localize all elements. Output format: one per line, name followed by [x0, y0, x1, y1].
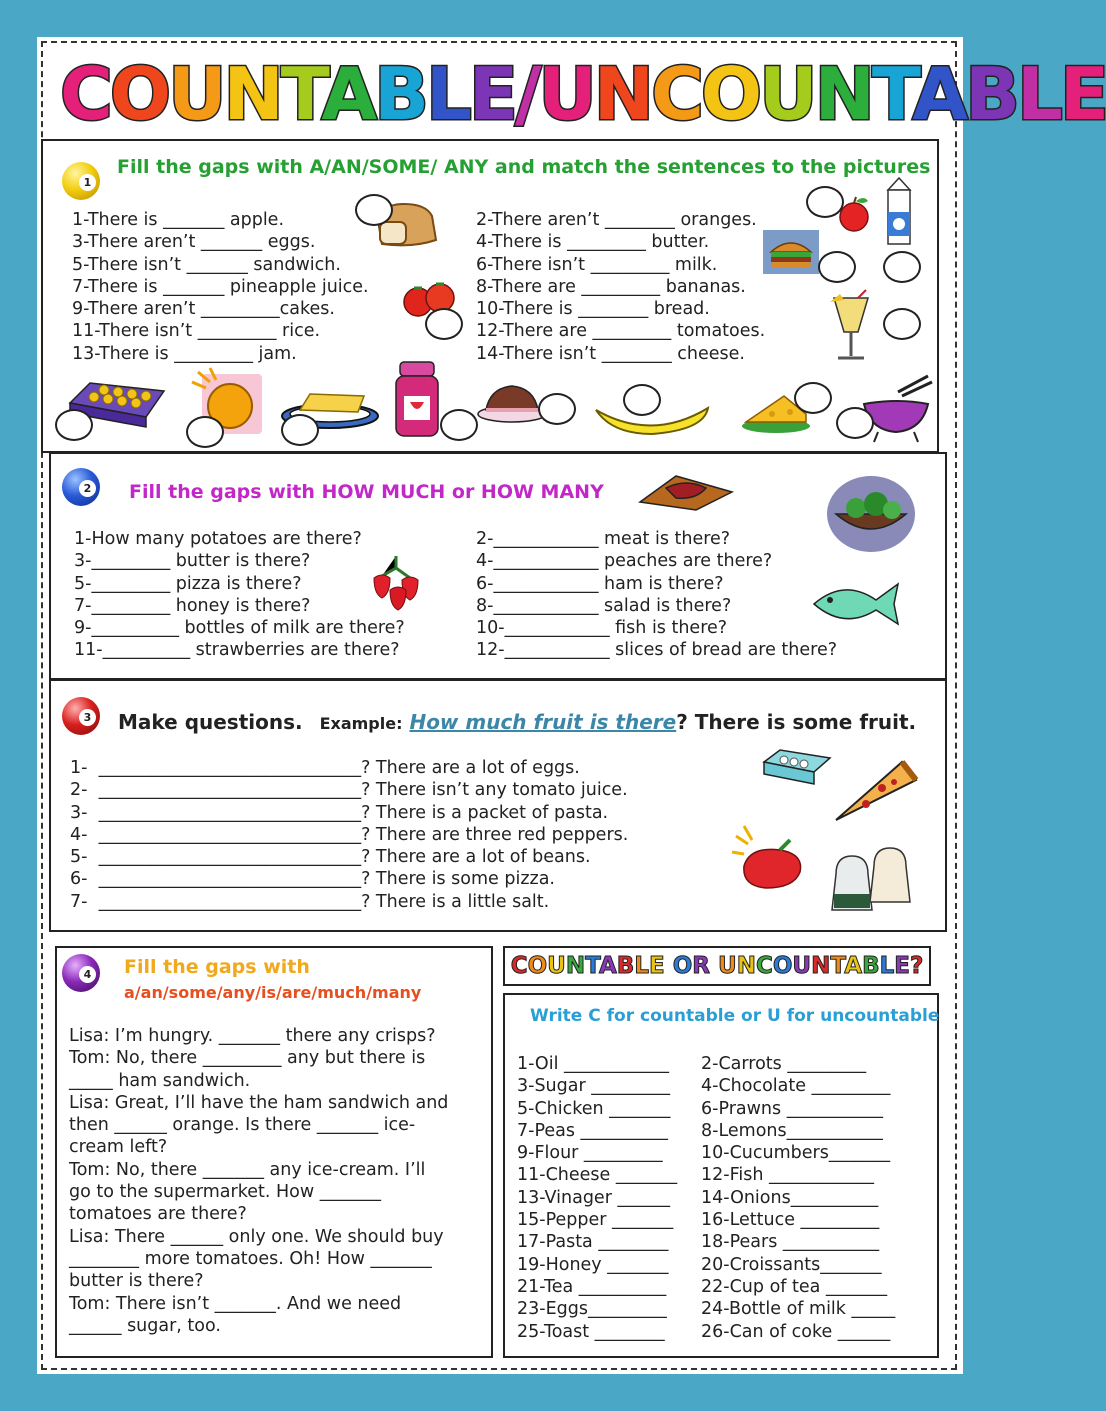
heading-letter: U	[792, 953, 812, 979]
pineapple-juice-icon	[828, 292, 874, 372]
word-line[interactable]: 13-Vinager ______	[517, 1187, 670, 1208]
heading-letter: L	[879, 953, 895, 979]
dialogue-line[interactable]: go to the supermarket. How _______	[69, 1182, 381, 1203]
title-letter: C	[651, 52, 701, 136]
exercise-5-left-column	[517, 1053, 677, 1343]
egg-box-icon	[760, 748, 834, 790]
question-line[interactable]: 1- ______________________________? There are a lot of eggs.	[70, 758, 580, 778]
red-pepper-icon	[730, 826, 806, 896]
question-line[interactable]: 12-____________ slices of bread are there?	[476, 640, 838, 661]
title-letter: T	[871, 52, 913, 136]
page-title	[60, 48, 1106, 140]
title-letter: /	[515, 52, 539, 136]
heading-letter: U	[547, 953, 566, 979]
word-line[interactable]: 11-Cheese _______	[517, 1165, 678, 1186]
heading-letter: E	[648, 953, 665, 979]
heading-letter	[710, 953, 718, 979]
question-line[interactable]: 8-____________ salad is there?	[476, 595, 732, 616]
ball-4-icon: 4	[62, 954, 100, 992]
heading-letter: A	[844, 953, 863, 979]
sentence-line[interactable]: 13-There is _________ jam.	[72, 343, 297, 364]
word-line[interactable]: 15-Pepper _______	[517, 1210, 674, 1231]
heading-letter: O	[772, 953, 793, 979]
title-letter: L	[425, 52, 469, 136]
dialogue-line[interactable]: ________ more tomatoes. Oh! How _______	[69, 1248, 432, 1269]
word-line[interactable]: 12-Fish ____________	[701, 1165, 875, 1186]
exercise-4-dialogue	[69, 1025, 448, 1337]
sentence-line[interactable]: 11-There isn’t _________ rice.	[72, 321, 321, 342]
word-line[interactable]: 20-Croissants_______	[701, 1254, 882, 1275]
question-line[interactable]: 10-____________ fish is there?	[476, 618, 728, 639]
answer-circle[interactable]	[623, 384, 661, 416]
sentence-line[interactable]: 1-There is _______ apple.	[72, 210, 285, 230]
title-letter: A	[912, 52, 966, 136]
title-letter: O	[109, 52, 169, 136]
jam-jar-icon	[392, 358, 442, 440]
answer-circle[interactable]	[836, 407, 874, 439]
ball-1-icon: 1	[62, 162, 100, 200]
exercise-2-left-column	[74, 528, 405, 662]
example-answer: ? There is some fruit.	[676, 710, 917, 734]
sentence-line[interactable]: 7-There is _______ pineapple juice.	[72, 276, 369, 297]
question-line[interactable]: 5-_________ pizza is there?	[74, 573, 302, 594]
dialogue-line[interactable]: Lisa: Great, I’ll have the ham sandwich and	[69, 1092, 449, 1113]
heading-letter: N	[565, 953, 586, 979]
dialogue-line[interactable]: Lisa: There ______ only one. We should buy	[69, 1226, 444, 1247]
heading-letter: L	[634, 953, 649, 979]
dialogue-line[interactable]: cream left?	[69, 1137, 168, 1158]
strawberries-icon	[370, 554, 424, 612]
question-line[interactable]: 7- ______________________________? There is a little salt.	[70, 891, 550, 912]
exercise-4-heading-2: a/an/some/any/is/are/much/many	[124, 983, 422, 1002]
word-line[interactable]: 22-Cup of tea _______	[701, 1276, 888, 1297]
cake-icon	[476, 378, 548, 424]
question-line[interactable]: 4- ______________________________? There are three red peppers.	[70, 824, 629, 845]
dialogue-line[interactable]: tomatoes are there?	[69, 1204, 247, 1225]
exercise-1-right-column	[476, 209, 765, 365]
answer-circle[interactable]	[818, 251, 856, 283]
sentence-line[interactable]: 6-There isn’t _________ milk.	[476, 254, 718, 275]
word-line[interactable]: 25-Toast ________	[517, 1321, 665, 1342]
title-letter: N	[223, 52, 281, 136]
sentence-line[interactable]: 8-There are _________ bananas.	[476, 276, 746, 297]
question-line[interactable]: 4-____________ peaches are there?	[476, 551, 773, 572]
heading-letter: N	[736, 953, 756, 979]
sentence-line[interactable]: 14-There isn’t ________ cheese.	[476, 343, 745, 364]
answer-circle[interactable]	[281, 414, 319, 446]
heading-letter: T	[585, 953, 599, 979]
exercise-1-left-column	[72, 209, 369, 365]
ball-3-icon: 3	[62, 697, 100, 735]
pizza-slice-icon	[832, 758, 918, 824]
title-letter: U	[168, 52, 224, 136]
sentence-line[interactable]: 3-There aren’t _______ eggs.	[72, 232, 316, 253]
dialogue-line[interactable]: Lisa: I’m hungry. _______ there any crisps?	[69, 1026, 436, 1046]
sentence-line[interactable]: 9-There aren’t _________cakes.	[72, 299, 335, 320]
dialogue-line[interactable]: Tom: No, there _________ any but there is	[69, 1048, 426, 1069]
word-line[interactable]: 6-Prawns ___________	[701, 1098, 883, 1119]
word-line[interactable]: 9-Flour _________	[517, 1143, 663, 1164]
question-line[interactable]: 9-__________ bottles of milk are there?	[74, 618, 405, 639]
title-letter: U	[538, 52, 594, 136]
heading-letter: A	[598, 953, 617, 979]
meat-icon	[636, 472, 736, 512]
word-line[interactable]: 14-Onions__________	[701, 1187, 879, 1208]
heading-letter: B	[862, 953, 880, 979]
word-line[interactable]: 3-Sugar _________	[517, 1076, 670, 1097]
sentence-line[interactable]: 5-There isn’t _______ sandwich.	[72, 254, 341, 275]
ball-2-icon: 2	[62, 468, 100, 506]
heading-letter: C	[510, 953, 528, 979]
question-line[interactable]: 7-_________ honey is there?	[74, 595, 311, 616]
answer-circle[interactable]	[425, 308, 463, 340]
answer-circle[interactable]	[883, 251, 921, 283]
question-line[interactable]: 6-____________ ham is there?	[476, 573, 724, 594]
exercise-2-heading: Fill the gaps with HOW MUCH or HOW MANY	[129, 481, 604, 503]
sentence-line[interactable]: 2-There aren’t ________ oranges.	[476, 210, 757, 230]
exercise-4-heading-1: Fill the gaps with	[124, 956, 310, 978]
dialogue-line[interactable]: then ______ orange. Is there _______ ice-	[69, 1115, 416, 1136]
dialogue-line[interactable]: Tom: No, there _______ any ice-cream. I’ll	[69, 1159, 426, 1180]
sentence-line[interactable]: 12-There are _________ tomatoes.	[476, 321, 766, 342]
heading-letter: B	[616, 953, 635, 979]
question-line[interactable]: 6- ______________________________? There is some pizza.	[70, 869, 555, 890]
fish-icon	[810, 576, 902, 630]
word-line[interactable]: 17-Pasta ________	[517, 1232, 669, 1253]
heading-letter: ?	[909, 953, 924, 979]
heading-letter: T	[830, 953, 845, 979]
heading-letter: C	[755, 953, 773, 979]
example-label: Example:	[319, 714, 403, 733]
dialogue-line[interactable]: butter is there?	[69, 1271, 204, 1292]
dialogue-line[interactable]: Tom: There isn’t _______. And we need	[69, 1293, 402, 1314]
title-letter: B	[374, 52, 426, 136]
answer-circle[interactable]	[186, 416, 224, 448]
word-line[interactable]: 21-Tea __________	[517, 1276, 667, 1297]
title-letter: T	[280, 52, 322, 136]
title-letter: U	[759, 52, 815, 136]
salad-bowl-icon	[826, 474, 916, 554]
sentence-line[interactable]: 10-There is ________ bread.	[476, 299, 710, 320]
exercise-2-right-column	[476, 528, 837, 662]
heading-letter: O	[527, 953, 548, 979]
answer-circle[interactable]	[806, 186, 844, 218]
title-letter: E	[1059, 52, 1106, 136]
question-line[interactable]: 2-____________ meat is there?	[476, 529, 731, 549]
exercise-5-right-column	[701, 1053, 895, 1343]
word-line[interactable]: 16-Lettuce _________	[701, 1210, 880, 1231]
title-letter: N	[814, 52, 872, 136]
heading-letter	[665, 953, 673, 979]
heading-letter: U	[718, 953, 737, 979]
question-line[interactable]: 11-__________ strawberries are there?	[74, 640, 400, 661]
heading-letter: O	[672, 953, 693, 979]
exercise-1-heading: Fill the gaps with A/AN/SOME/ ANY and match the sentences to the pictures	[117, 156, 931, 178]
title-letter: A	[321, 52, 375, 136]
title-letter: E	[468, 52, 516, 136]
example-question: How much fruit is there	[409, 710, 677, 734]
sentence-line[interactable]: 4-There is _________ butter.	[476, 232, 710, 253]
word-line[interactable]: 5-Chicken _______	[517, 1098, 671, 1119]
exercise-3-lines	[70, 757, 628, 913]
title-letter: N	[593, 52, 652, 136]
word-line[interactable]: 18-Pears ___________	[701, 1232, 880, 1253]
word-line[interactable]: 19-Honey _______	[517, 1254, 669, 1275]
answer-circle[interactable]	[794, 382, 832, 414]
title-letter: C	[60, 52, 110, 136]
title-letter: B	[965, 52, 1018, 136]
question-line[interactable]: 1-How many potatoes are there?	[74, 529, 362, 549]
heading-letter: E	[894, 953, 910, 979]
question-line[interactable]: 2- ______________________________? There isn’t any tomato juice.	[70, 780, 628, 801]
salt-pepper-icon	[828, 844, 916, 916]
milk-carton-icon	[880, 176, 918, 250]
question-line[interactable]: 3- ______________________________? There is a packet of pasta.	[70, 802, 609, 823]
exercise-5-heading	[503, 946, 931, 986]
word-line[interactable]: 7-Peas __________	[517, 1120, 669, 1141]
answer-circle[interactable]	[883, 308, 921, 340]
dialogue-line[interactable]: _____ ham sandwich.	[69, 1070, 251, 1091]
question-line[interactable]: 5- ______________________________? There are a lot of beans.	[70, 847, 591, 868]
heading-letter: R	[692, 953, 710, 979]
answer-circle[interactable]	[440, 409, 478, 441]
exercise-5-instruction: Write C for countable or U for uncountable	[530, 1006, 940, 1026]
word-line[interactable]: 4-Chocolate _________	[701, 1076, 891, 1097]
answer-circle[interactable]	[355, 194, 393, 226]
question-line[interactable]: 3-_________ butter is there?	[74, 551, 311, 572]
exercise-3-heading	[118, 710, 916, 734]
word-line[interactable]: 2-Carrots _________	[701, 1054, 867, 1074]
dialogue-line[interactable]: ______ sugar, too.	[69, 1315, 221, 1336]
exercise-3-title: Make questions.	[118, 710, 303, 734]
word-line[interactable]: 24-Bottle of milk _____	[701, 1299, 896, 1320]
title-letter: L	[1017, 52, 1060, 136]
word-line[interactable]: 8-Lemons___________	[701, 1120, 883, 1141]
word-line[interactable]: 23-Eggs_________	[517, 1299, 667, 1320]
heading-letter: N	[811, 953, 831, 979]
word-line[interactable]: 26-Can of coke ______	[701, 1321, 891, 1342]
word-line[interactable]: 1-Oil ____________	[517, 1054, 669, 1074]
sandwich-icon	[763, 230, 819, 274]
answer-circle[interactable]	[538, 393, 576, 425]
answer-circle[interactable]	[55, 409, 93, 441]
title-letter: O	[700, 52, 760, 136]
word-line[interactable]: 10-Cucumbers_______	[701, 1143, 891, 1164]
